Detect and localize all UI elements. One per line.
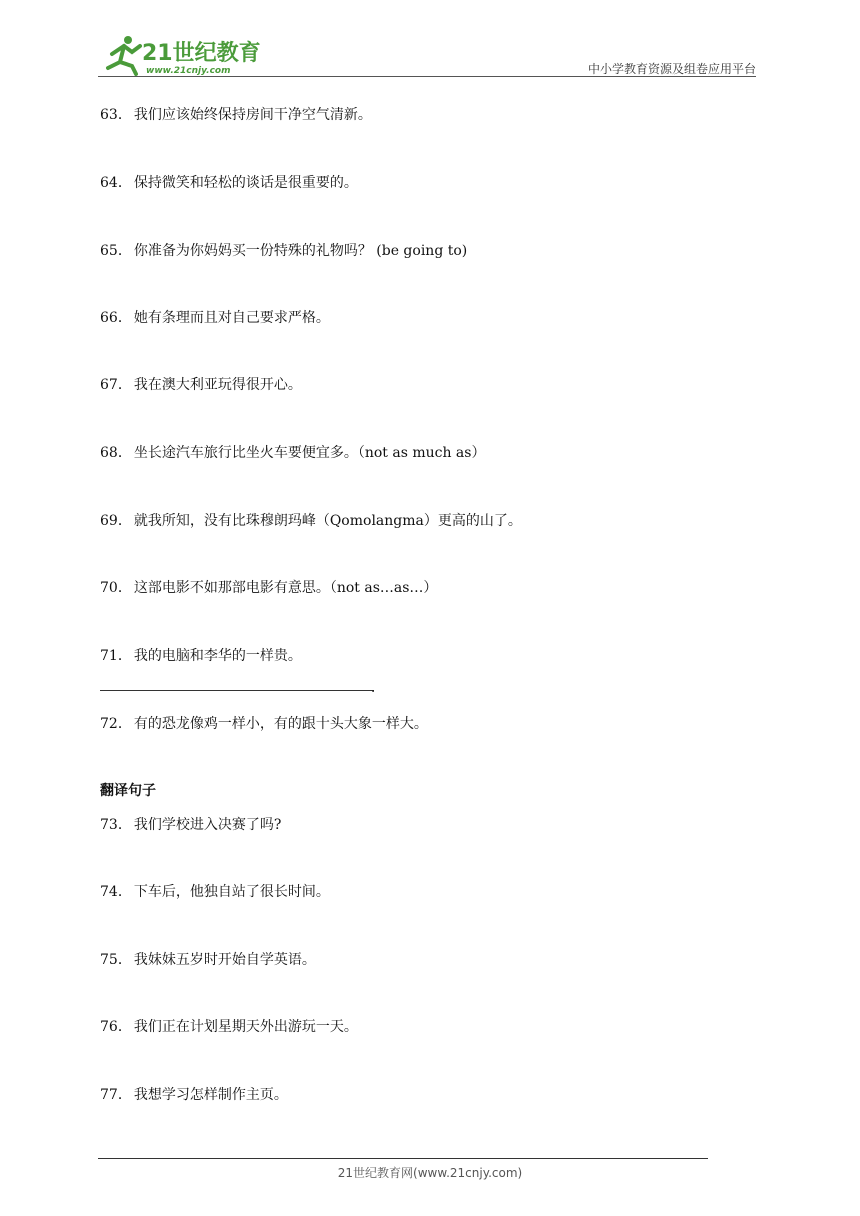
question-number: 72． (100, 716, 132, 732)
question-text: 有的恐龙像鸡一样小，有的跟十头大象一样大。 (133, 716, 428, 732)
question-67 (100, 375, 302, 395)
header-divider (98, 76, 756, 77)
platform-name: 中小学教育资源及组卷应用平台 (587, 62, 756, 76)
question-number: 68． (100, 445, 132, 461)
logo-text: 21世纪教育 (142, 41, 261, 66)
answer-line[interactable] (100, 690, 374, 691)
question-number: 67． (100, 377, 132, 393)
section-title: 翻译句子 (100, 783, 156, 799)
question-text: 你准备为你妈妈买一份特殊的礼物吗？ (be going to) (133, 243, 468, 259)
question-text: 我们应该始终保持房间干净空气清新。 (133, 107, 372, 123)
question-number: 71． (100, 648, 132, 664)
question-number: 63． (100, 107, 132, 123)
page-header (98, 30, 756, 78)
question-number: 69． (100, 513, 132, 529)
question-text: 我们学校进入决赛了吗? (133, 817, 282, 833)
question-72 (100, 714, 428, 734)
question-text: 我的电脑和李华的一样贵。 (133, 648, 302, 664)
question-65 (100, 241, 467, 261)
question-69 (100, 511, 522, 531)
question-68 (100, 443, 485, 463)
question-text: 保持微笑和轻松的谈话是很重要的。 (133, 175, 358, 191)
question-64 (100, 173, 358, 193)
question-77 (100, 1085, 288, 1105)
question-text: 坐长途汽车旅行比坐火车要便宜多。（not as much as） (133, 445, 486, 461)
question-number: 76． (100, 1019, 132, 1035)
question-number: 75． (100, 952, 132, 968)
question-text: 我们正在计划星期天外出游玩一天。 (133, 1019, 358, 1035)
question-text: 我在澳大利亚玩得很开心。 (133, 377, 302, 393)
question-number: 77． (100, 1087, 132, 1103)
question-70 (100, 578, 437, 598)
question-63 (100, 105, 372, 125)
question-number: 73． (100, 817, 132, 833)
question-73 (100, 815, 281, 835)
site-logo (98, 32, 268, 76)
question-text: 下车后，他独自站了很长时间。 (133, 884, 330, 900)
question-number: 70． (100, 580, 132, 596)
logo-url: www.21cnjy.com (146, 66, 231, 76)
question-text: 我妹妹五岁时开始自学英语。 (133, 952, 316, 968)
question-76 (100, 1017, 358, 1037)
footer-text[interactable]: 21世纪教育网(www.21cnjy.com) (337, 1166, 523, 1180)
question-number: 65． (100, 243, 132, 259)
question-text: 这部电影不如那部电影有意思。（not as…as…） (133, 580, 438, 596)
answer-period: . (371, 681, 376, 696)
question-75 (100, 950, 316, 970)
question-71 (100, 646, 302, 666)
question-66 (100, 308, 330, 328)
question-74 (100, 882, 330, 902)
question-number: 64． (100, 175, 132, 191)
question-text: 就我所知，没有比珠穆朗玛峰（Qomolangma）更高的山了。 (133, 513, 522, 529)
question-number: 74． (100, 884, 132, 900)
question-number: 66． (100, 310, 132, 326)
question-text: 我想学习怎样制作主页。 (133, 1087, 288, 1103)
footer-divider (98, 1158, 708, 1159)
question-text: 她有条理而且对自己要求严格。 (133, 310, 330, 326)
runner-icon (108, 36, 140, 74)
